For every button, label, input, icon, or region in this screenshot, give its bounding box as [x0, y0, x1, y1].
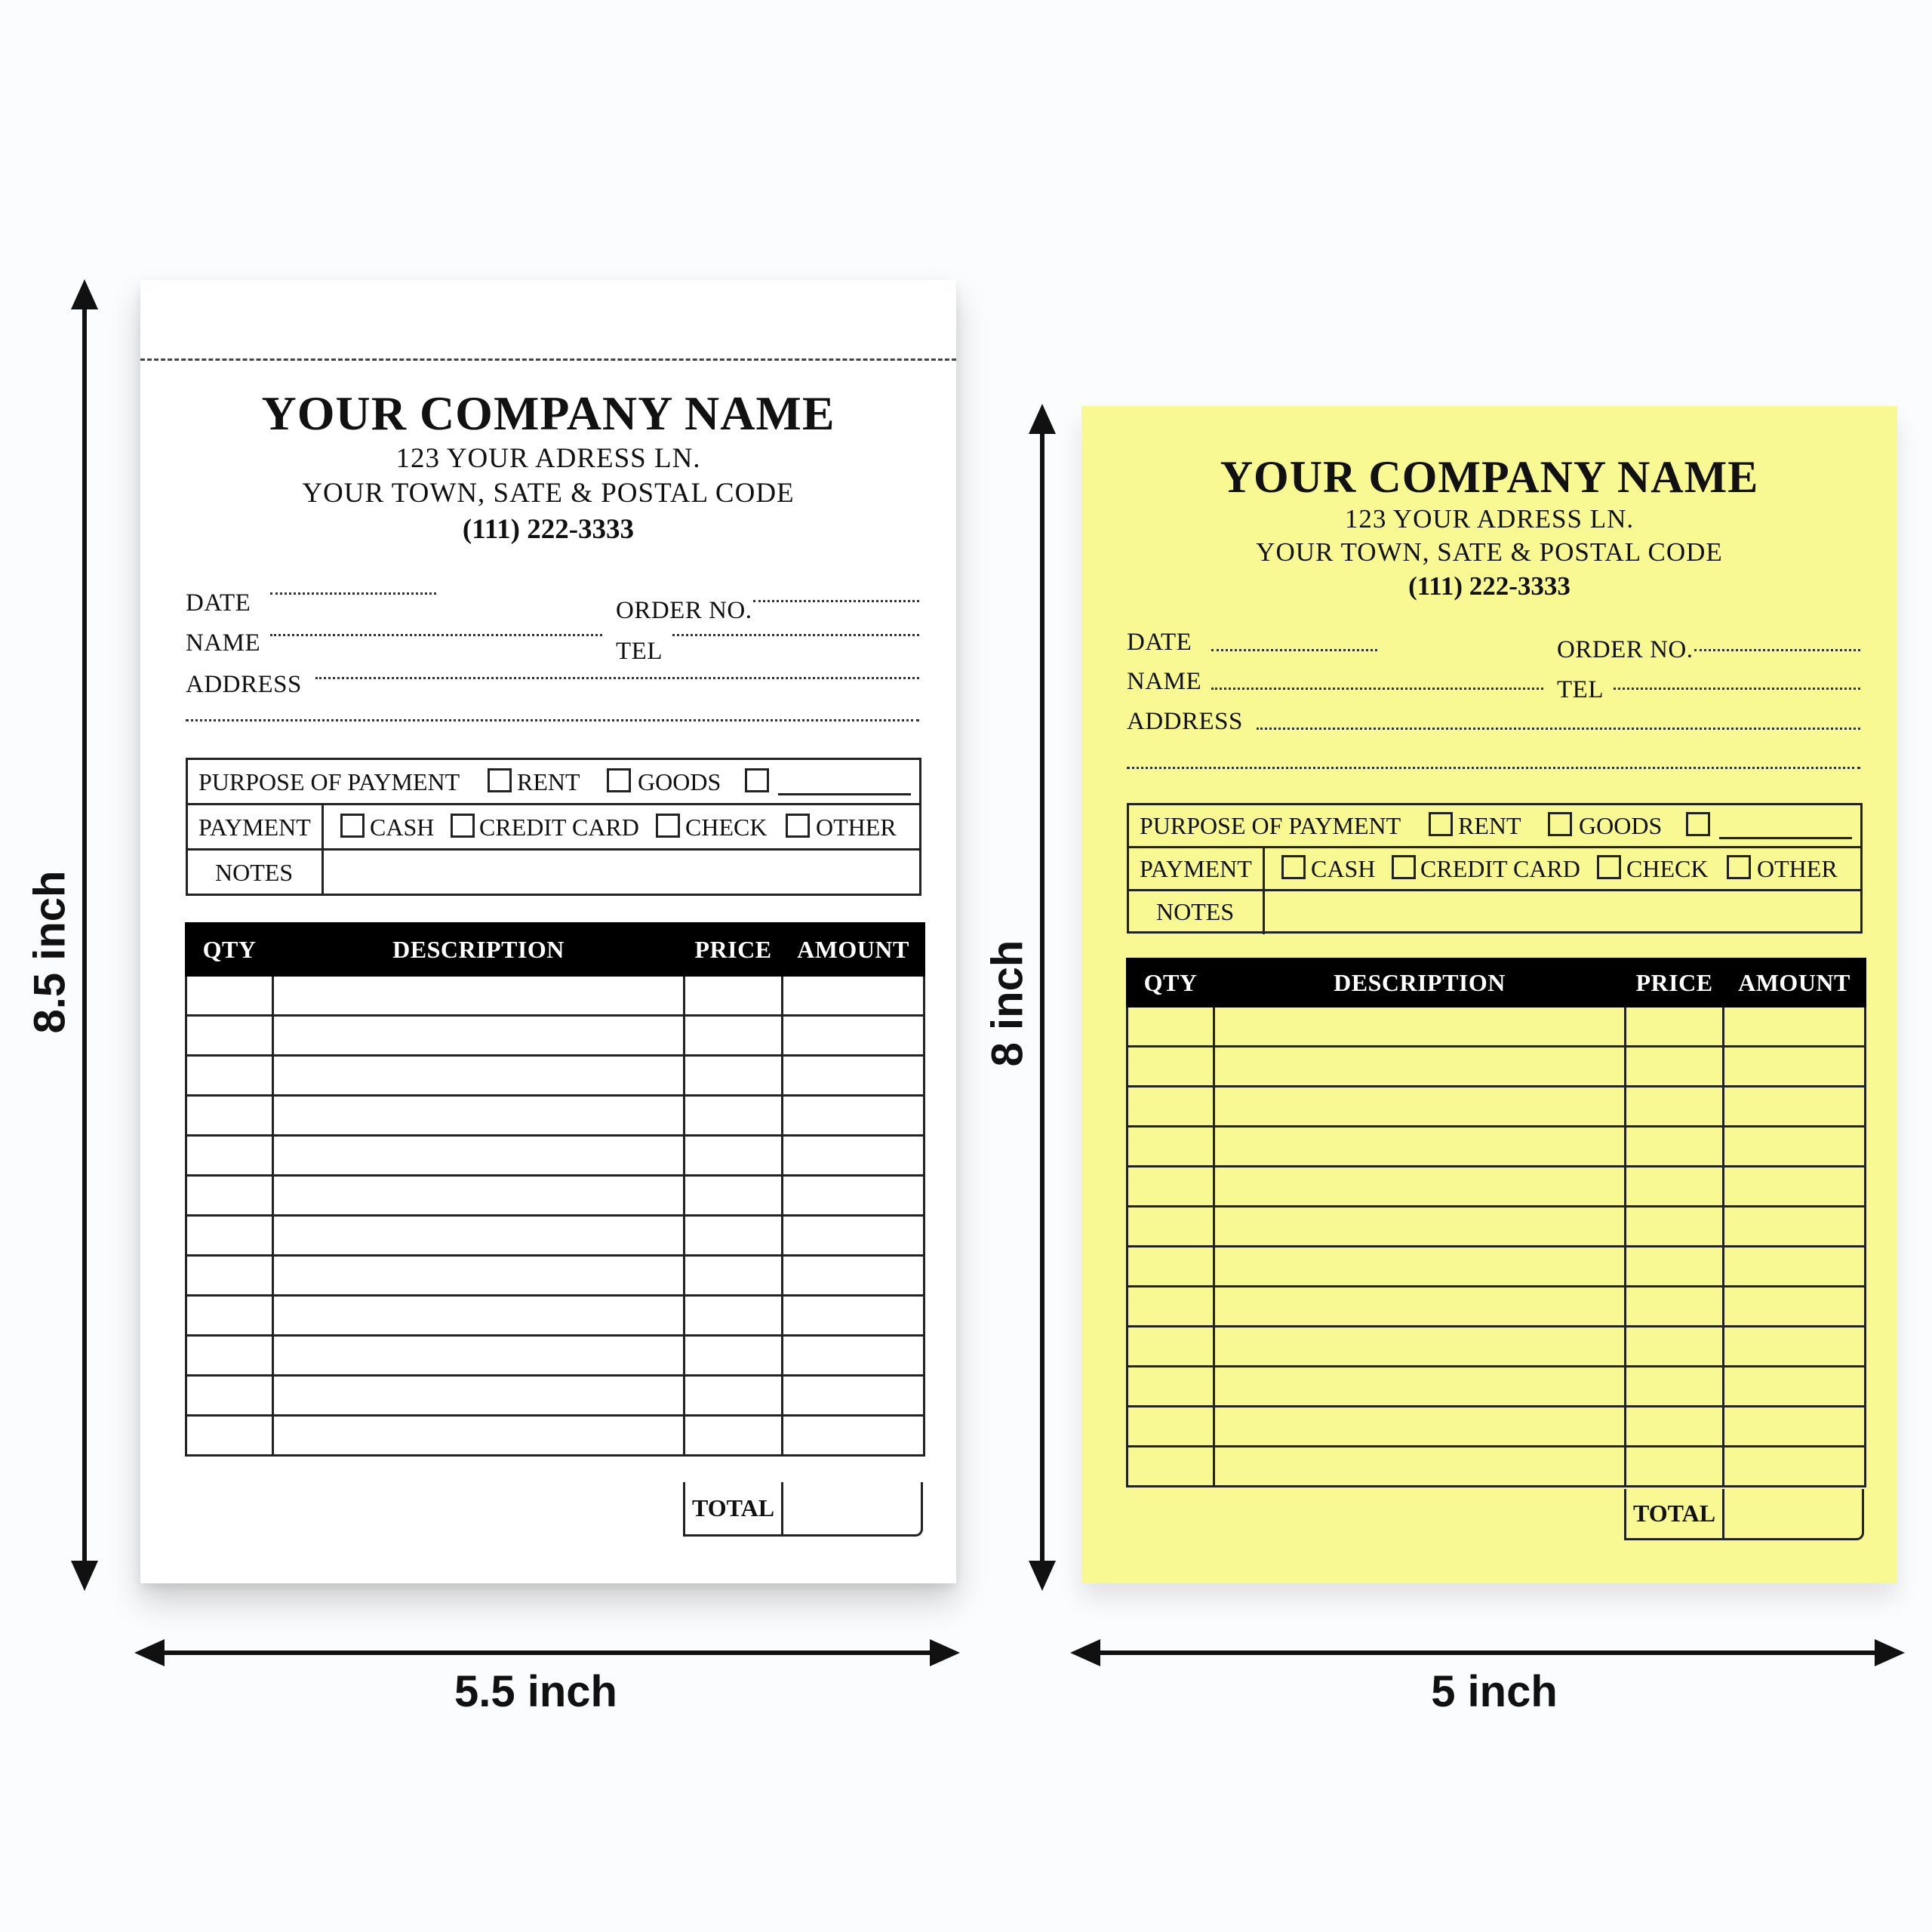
table-row: [186, 1256, 924, 1296]
address-line-extra: [1127, 767, 1860, 769]
goods-checkbox[interactable]: [1548, 812, 1572, 836]
company-name: YOUR COMPANY NAME: [261, 386, 835, 440]
table-row: [186, 1416, 924, 1456]
other-purpose-blank: [1719, 837, 1852, 839]
form-header: [1081, 451, 1897, 604]
tel-label: TEL: [1557, 676, 1604, 703]
payment-row: [1129, 848, 1860, 891]
name-line: [270, 634, 602, 636]
goods-checkbox[interactable]: [607, 768, 631, 792]
table-row: [186, 1016, 924, 1056]
arrow-left-icon: [134, 1639, 165, 1666]
credit-card-checkbox[interactable]: [451, 814, 475, 838]
notes-row: [1129, 891, 1860, 934]
order-no-line: [753, 600, 919, 602]
items-table: [185, 922, 925, 1457]
check-checkbox[interactable]: [656, 814, 680, 838]
notes-label: NOTES: [215, 859, 294, 886]
other-purpose-checkbox[interactable]: [745, 768, 769, 792]
check-checkbox[interactable]: [1597, 855, 1621, 879]
address-line-extra: [186, 719, 919, 721]
table-row: [186, 976, 924, 1016]
white-height-label: 8.5 inch: [25, 870, 75, 1034]
other-purpose-blank: [778, 793, 911, 795]
table-row: [186, 1176, 924, 1216]
total-label: TOTAL: [685, 1482, 783, 1534]
company-phone: (111) 222-3333: [1408, 571, 1571, 601]
table-row: [1128, 1367, 1866, 1407]
other-payment-checkbox[interactable]: [1727, 855, 1751, 879]
payment-box: [186, 758, 921, 896]
table-row: [1128, 1127, 1866, 1167]
goods-label: GOODS: [638, 768, 721, 795]
table-row: [1128, 1047, 1866, 1087]
description-header: DESCRIPTION: [273, 924, 685, 976]
receipt-sheet-yellow: [1081, 406, 1897, 1583]
arrow-right-icon: [930, 1639, 960, 1666]
credit-card-checkbox[interactable]: [1392, 855, 1416, 879]
table-row: [1128, 1287, 1866, 1327]
form-header: [140, 386, 956, 549]
credit-card-label: CREDIT CARD: [1420, 855, 1580, 882]
total-label: TOTAL: [1626, 1489, 1724, 1538]
cash-label: CASH: [1311, 855, 1376, 882]
yellow-width-label: 5 inch: [1431, 1667, 1558, 1716]
table-row: [186, 1056, 924, 1096]
purpose-label: PURPOSE OF PAYMENT: [198, 768, 460, 795]
name-label: NAME: [186, 629, 261, 657]
address-label: ADDRESS: [186, 671, 302, 698]
table-row: [1128, 1447, 1866, 1487]
arrow-right-icon: [1875, 1639, 1905, 1666]
table-row: [1128, 1207, 1866, 1247]
table-row: [186, 1296, 924, 1336]
table-row: [186, 1216, 924, 1256]
price-header: PRICE: [685, 924, 783, 976]
table-row: [1128, 1247, 1866, 1287]
items-table: [1126, 958, 1866, 1487]
address-line-2: YOUR TOWN, SATE & POSTAL CODE: [1256, 537, 1723, 567]
payment-label: PAYMENT: [1140, 855, 1252, 882]
order-no-label: ORDER NO.: [1557, 636, 1694, 663]
arrow-up-icon: [71, 279, 98, 309]
other-payment-checkbox[interactable]: [786, 814, 810, 838]
width-dimension-line-white: [158, 1651, 936, 1655]
purpose-label: PURPOSE OF PAYMENT: [1140, 812, 1401, 839]
total-box: [683, 1482, 923, 1537]
arrow-left-icon: [1070, 1639, 1100, 1666]
qty-header: QTY: [1128, 959, 1214, 1007]
rent-label: RENT: [1458, 812, 1521, 839]
tel-line: [672, 634, 919, 636]
company-phone: (111) 222-3333: [462, 514, 635, 545]
credit-card-label: CREDIT CARD: [479, 814, 639, 841]
name-line: [1211, 688, 1543, 690]
date-label: DATE: [1127, 629, 1192, 656]
table-row: [186, 1376, 924, 1416]
description-header: DESCRIPTION: [1214, 959, 1626, 1007]
payment-row: [188, 805, 919, 851]
rent-checkbox[interactable]: [1429, 812, 1453, 836]
name-label: NAME: [1127, 668, 1202, 695]
address-line-1: 123 YOUR ADRESS LN.: [395, 443, 701, 474]
table-row: [186, 1336, 924, 1376]
other-payment-label: OTHER: [816, 814, 897, 841]
other-purpose-checkbox[interactable]: [1686, 812, 1710, 836]
table-row: [1128, 1167, 1866, 1207]
other-payment-label: OTHER: [1757, 855, 1838, 882]
date-label: DATE: [186, 589, 251, 617]
table-row: [1128, 1007, 1866, 1047]
company-name: YOUR COMPANY NAME: [1220, 452, 1759, 502]
address-line: [1257, 728, 1860, 730]
notes-row: [188, 851, 919, 896]
width-dimension-line-yellow: [1094, 1651, 1879, 1655]
white-width-label: 5.5 inch: [454, 1667, 617, 1716]
rent-label: RENT: [517, 768, 580, 795]
qty-header: QTY: [186, 924, 273, 976]
cash-checkbox[interactable]: [340, 814, 365, 838]
receipt-sheet-white: [140, 280, 956, 1583]
table-row: [186, 1136, 924, 1176]
notes-label: NOTES: [1156, 898, 1235, 925]
yellow-height-label: 8 inch: [983, 940, 1032, 1067]
address-line: [315, 677, 919, 679]
payment-label: PAYMENT: [198, 814, 311, 841]
address-line-2: YOUR TOWN, SATE & POSTAL CODE: [302, 478, 795, 509]
rent-checkbox[interactable]: [488, 768, 512, 792]
purpose-row: [1129, 805, 1860, 848]
arrow-down-icon: [1029, 1561, 1056, 1591]
payment-box: [1127, 803, 1863, 934]
amount-header: AMOUNT: [1724, 959, 1866, 1007]
check-label: CHECK: [1626, 855, 1709, 882]
order-no-label: ORDER NO.: [616, 597, 752, 624]
cash-label: CASH: [370, 814, 435, 841]
amount-header: AMOUNT: [783, 924, 924, 976]
table-row: [186, 1096, 924, 1136]
height-dimension-line-yellow: [1040, 426, 1044, 1570]
purpose-row: [188, 760, 919, 805]
address-line-1: 123 YOUR ADRESS LN.: [1344, 504, 1635, 534]
price-header: PRICE: [1626, 959, 1724, 1007]
table-row: [1128, 1087, 1866, 1127]
tel-line: [1614, 688, 1860, 690]
tel-label: TEL: [616, 638, 663, 665]
arrow-up-icon: [1029, 404, 1056, 434]
height-dimension-line-white: [82, 302, 87, 1570]
order-no-line: [1694, 649, 1860, 651]
perforation-line: [140, 358, 956, 361]
date-line: [270, 592, 436, 595]
goods-label: GOODS: [1579, 812, 1663, 839]
table-row: [1128, 1327, 1866, 1367]
cash-checkbox[interactable]: [1281, 855, 1306, 879]
arrow-down-icon: [71, 1561, 98, 1591]
total-box: [1624, 1489, 1864, 1540]
table-row: [1128, 1407, 1866, 1447]
address-label: ADDRESS: [1127, 708, 1243, 735]
check-label: CHECK: [685, 814, 768, 841]
date-line: [1211, 649, 1377, 651]
